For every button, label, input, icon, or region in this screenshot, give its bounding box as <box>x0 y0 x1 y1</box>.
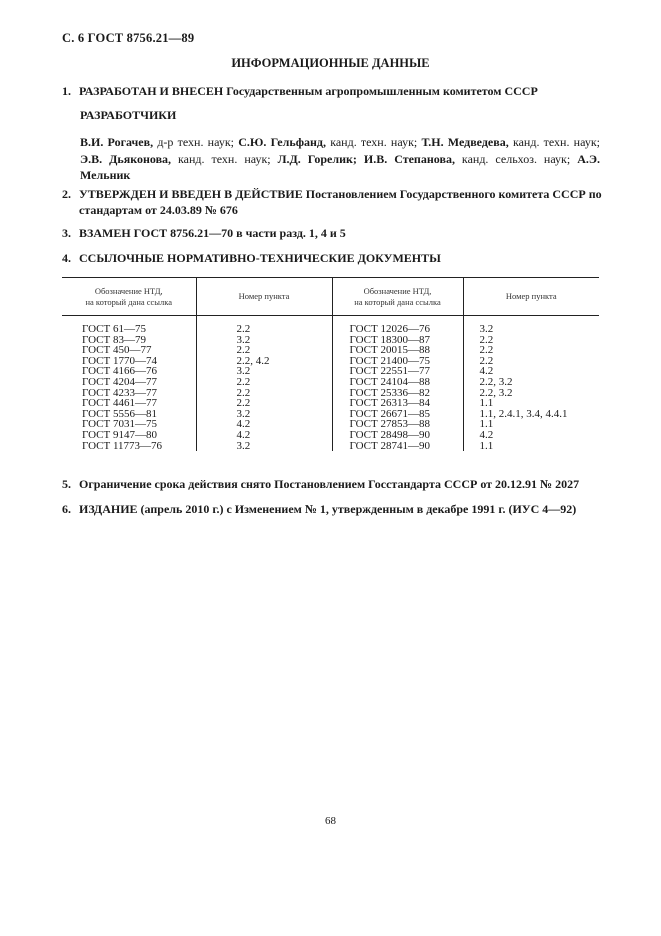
ref-clause-left: 2.2, 4.2 <box>196 356 332 367</box>
ref-doc-right: ГОСТ 24104—88 <box>332 377 463 388</box>
developer-name: Л.Д. Горелик; <box>277 151 357 166</box>
ref-clause-left: 2.2 <box>196 388 332 399</box>
ref-doc-right: ГОСТ 26671—85 <box>332 409 463 420</box>
ref-clause-right: 4.2 <box>479 428 494 441</box>
ref-clause-right: 2.2 <box>479 354 494 367</box>
item-5-number: 5. <box>62 477 71 491</box>
ref-clause-left: 4.2 <box>196 430 332 441</box>
ref-clause-right: 1.1 <box>479 397 494 410</box>
item-1-lead: РАЗРАБОТАН И ВНЕСЕН <box>79 84 224 98</box>
ref-doc-right: ГОСТ 25336—82 <box>332 388 463 399</box>
ref-clause-right: 1.1, 2.4.1, 3.4, 4.4.1 <box>479 407 568 420</box>
ref-clause-right: 4.2 <box>479 365 494 378</box>
ref-doc-right: ГОСТ 22551—77 <box>332 366 463 377</box>
ref-doc-left: ГОСТ 4461—77 <box>62 398 196 409</box>
ref-clause-left: 2.2 <box>196 345 332 356</box>
item-3 <box>62 225 602 241</box>
ref-doc-right: ГОСТ 28741—90 <box>332 441 463 452</box>
info-title: ИНФОРМАЦИОННЫЕ ДАННЫЕ <box>231 56 430 70</box>
developer-degree: канд. техн. наук; <box>325 135 422 149</box>
ref-clause-right: 2.2 <box>479 344 494 357</box>
ref-doc-right: ГОСТ 27853—88 <box>332 419 463 430</box>
ref-doc-right: ГОСТ 26313—84 <box>332 398 463 409</box>
ref-doc-right: ГОСТ 21400—75 <box>332 356 463 367</box>
developer-name: В.И. Рогачев, <box>80 135 154 149</box>
ref-clause-right: 2.2 <box>479 333 494 346</box>
ref-doc-right: ГОСТ 28498—90 <box>332 430 463 441</box>
ref-clause-right: 2.2, 3.2 <box>479 386 513 399</box>
developers-label: РАЗРАБОТЧИКИ <box>80 108 177 122</box>
item-3-lead: ВЗАМЕН ГОСТ 8756.21—70 <box>79 226 234 240</box>
developer-degree: канд. сельхоз. наук; <box>454 151 578 166</box>
ref-clause-left: 4.2 <box>196 419 332 430</box>
item-6 <box>62 501 602 517</box>
ref-doc-left: ГОСТ 450—77 <box>62 345 196 356</box>
ref-clause-left: 3.2 <box>196 366 332 377</box>
ref-doc-left: ГОСТ 4166—76 <box>62 366 196 377</box>
ref-doc-left: ГОСТ 9147—80 <box>62 430 196 441</box>
developer-degree: канд. техн. наук; <box>171 151 278 166</box>
ref-clause-left: 3.2 <box>196 335 332 346</box>
ref-doc-right: ГОСТ 20015—88 <box>332 345 463 356</box>
item-1-text: Государственным агропромышленным комитетом СССР <box>223 84 538 98</box>
ref-doc-right: ГОСТ 12026—76 <box>332 316 463 335</box>
item-6-text: (апрель 2010 г.) с Изменением № 1, утвержденным в декабре 1991 г. (ИУС 4—92) <box>137 502 577 516</box>
ref-doc-left: ГОСТ 83—79 <box>62 335 196 346</box>
item-6-lead: ИЗДАНИЕ <box>79 502 138 516</box>
ref-doc-left: ГОСТ 11773—76 <box>62 441 196 452</box>
table-row <box>62 377 599 388</box>
developer-degree: канд. техн. наук; <box>508 135 600 149</box>
item-1-number: 1. <box>62 84 71 98</box>
item-4-lead: ССЫЛОЧНЫЕ НОРМАТИВНО-ТЕХНИЧЕСКИЕ ДОКУМЕНТЫ <box>79 251 441 265</box>
developer-name: С.Ю. Гельфанд, <box>238 135 326 149</box>
item-5-text: Ограничение срока действия снято Постановлением Госстандарта СССР от 20.12.91 № 2027 <box>79 477 580 491</box>
ref-clause-right: 3.2 <box>479 323 494 335</box>
ref-clause-right: 1.1 <box>479 439 494 452</box>
page-header: С. 6 ГОСТ 8756.21—89 <box>62 31 195 45</box>
ref-clause-left: 2.2 <box>196 316 332 335</box>
ref-clause-right: 2.2, 3.2 <box>479 375 513 388</box>
item-3-text: в части разд. 1, 4 и 5 <box>233 226 346 240</box>
developers-list <box>80 134 600 184</box>
item-6-number: 6. <box>62 502 71 516</box>
developer-name: Т.Н. Медведева, <box>421 135 509 149</box>
developer-degree: д-р техн. наук; <box>153 135 239 149</box>
header-doc-right: Обозначение НТД, на который дана ссылка <box>332 278 463 316</box>
ref-doc-left: ГОСТ 5556—81 <box>62 409 196 420</box>
table-row <box>62 316 599 335</box>
ref-clause-left: 2.2 <box>196 377 332 388</box>
item-5 <box>62 476 602 492</box>
table-row <box>62 441 599 452</box>
item-1 <box>62 83 602 99</box>
item-2-text: Постановлением Государственного комитета СССР по стандартам от 24.03.89 № 676 <box>79 187 602 217</box>
table-header-row <box>62 278 599 316</box>
table-row <box>62 430 599 441</box>
ref-doc-left: ГОСТ 1770—74 <box>62 356 196 367</box>
developer-name: Э.В. Дьяконова, <box>80 151 172 166</box>
item-4-number: 4. <box>62 251 71 265</box>
header-clause-right: Номер пункта <box>463 278 599 316</box>
developer-degree <box>357 152 364 166</box>
item-2 <box>62 186 602 218</box>
ref-clause-left: 3.2 <box>196 409 332 420</box>
item-2-number: 2. <box>62 187 71 201</box>
ref-doc-left: ГОСТ 4233—77 <box>62 388 196 399</box>
ref-doc-left: ГОСТ 61—75 <box>62 316 196 335</box>
item-2-lead: УТВЕРЖДЕН И ВВЕДЕН В ДЕЙСТВИЕ <box>79 187 303 201</box>
ref-clause-left: 2.2 <box>196 398 332 409</box>
developer-name: И.В. Степанова, <box>363 151 455 166</box>
page-number: 68 <box>325 815 336 827</box>
ref-clause-right: 1.1 <box>479 418 494 431</box>
ref-doc-left: ГОСТ 7031—75 <box>62 419 196 430</box>
ref-doc-right: ГОСТ 18300—87 <box>332 335 463 346</box>
header-doc-left: Обозначение НТД, на который дана ссылка <box>62 278 196 316</box>
header-clause-left: Номер пункта <box>196 278 332 316</box>
developer-name: А.Э. Мельник <box>80 151 601 182</box>
ref-clause-left: 3.2 <box>196 441 332 452</box>
references-table <box>62 277 599 451</box>
ref-doc-left: ГОСТ 4204—77 <box>62 377 196 388</box>
item-3-number: 3. <box>62 226 71 240</box>
item-4 <box>62 250 602 266</box>
